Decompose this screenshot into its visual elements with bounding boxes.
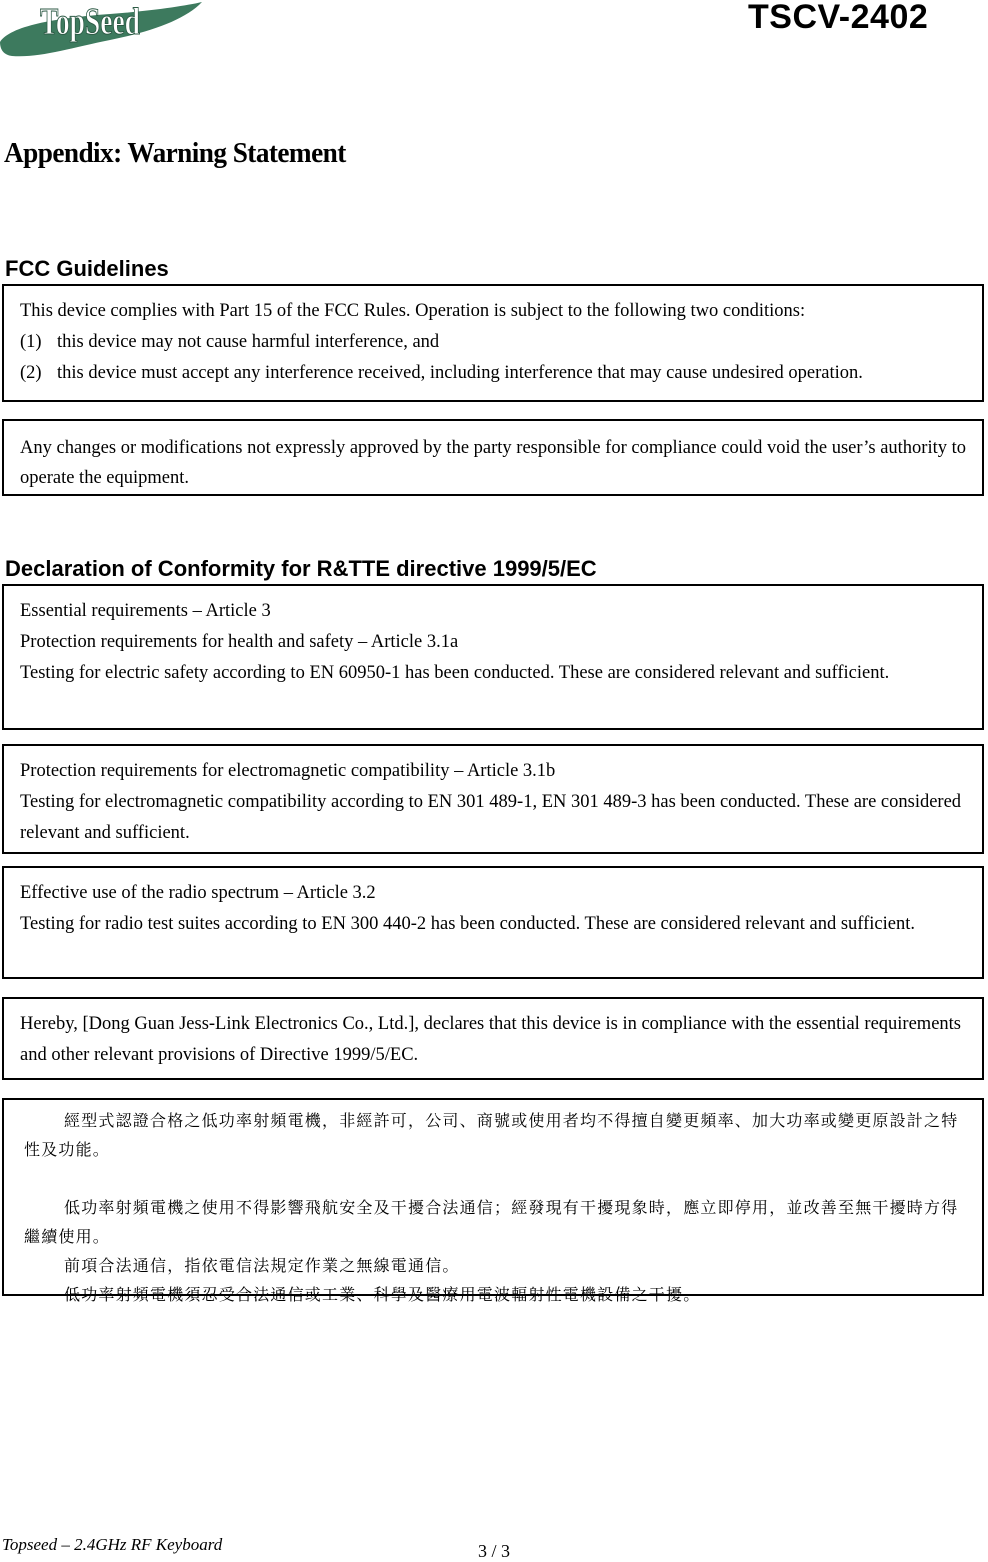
page-title: Appendix: Warning Statement: [4, 137, 346, 169]
fcc-conditions-box: [2, 284, 984, 402]
ncc-para-3: 前項合法通信，指依電信法規定作業之無線電通信。: [64, 1256, 460, 1275]
ncc-para-2: 低功率射頻電機之使用不得影響飛航安全及干擾合法通信；經發現有干擾現象時，應立即停用，並改善至無干擾時方得繼續使用。: [24, 1198, 959, 1246]
footer-product: Topseed – 2.4GHz RF Keyboard: [2, 1535, 223, 1554]
fcc-modifications-box: [2, 419, 984, 496]
condition-number: (2): [20, 363, 42, 383]
logo-graphic: [0, 0, 205, 60]
page-number: 3 / 3: [478, 1541, 511, 1561]
doc-box2-line2: Testing for electromagnetic compatibility according to EN 301 489-1, EN 301 489-3 has been conducted. These are considered relevant and sufficient.: [20, 792, 962, 843]
doc-box1-line3: Testing for electric safety according to EN 60950-1 has been conducted. These are considered relevant and sufficient.: [20, 663, 890, 683]
fcc-heading: FCC Guidelines: [5, 256, 169, 281]
doc-box3-line1: Effective use of the radio spectrum – Article 3.2: [20, 883, 376, 903]
ncc-spacer: [24, 1164, 966, 1193]
doc-article-3-1a-box: [2, 584, 984, 730]
doc-declaration-box: [2, 997, 984, 1080]
ncc-para-4: 低功率射頻電機須忍受合法通信或工業、科學及醫療用電波輻射性電機設備之干擾。: [64, 1285, 701, 1304]
doc-declaration-text: Hereby, [Dong Guan Jess-Link Electronics Co., Ltd.], declares that this device is in compliance with the essential requirements and other relevant provisions of Directive 1999/5/EC.: [20, 1014, 961, 1065]
doc-box3-line2: Testing for radio test suites according to EN 300 440-2 has been conducted. These are considered relevant and sufficient.: [20, 914, 915, 934]
doc-article-3-1b-box: [2, 744, 984, 854]
fcc-intro: This device complies with Part 15 of the FCC Rules. Operation is subject to the following two conditions:: [20, 301, 806, 321]
condition-number: (1): [20, 332, 42, 352]
fcc-modifications-text: Any changes or modifications not expressly approved by the party responsible for compliance could void the user’s authority to operate the equipment.: [20, 438, 967, 488]
ncc-para-1: 經型式認證合格之低功率射頻電機，非經許可，公司、商號或使用者均不得擅自變更頻率、加大功率或變更原設計之特性及功能。: [24, 1111, 959, 1159]
fcc-condition-1: [20, 327, 966, 358]
fcc-condition-2: [20, 358, 966, 389]
topseed-logo: [0, 0, 205, 60]
doc-heading: Declaration of Conformity for R&TTE directive 1999/5/EC: [5, 556, 597, 581]
condition-text: this device may not cause harmful interference, and: [57, 332, 440, 352]
doc-box1-line1: Essential requirements – Article 3: [20, 601, 271, 621]
condition-text: this device must accept any interference received, including interference that may cause undesired operation.: [57, 363, 863, 383]
doc-box1-line2: Protection requirements for health and safety – Article 3.1a: [20, 632, 459, 652]
doc-box2-line1: Protection requirements for electromagnetic compatibility – Article 3.1b: [20, 761, 556, 781]
document-code: TSCV-2402: [748, 0, 929, 36]
logo-text: TopSeed: [40, 1, 140, 43]
doc-article-3-2-box: [2, 866, 984, 979]
ncc-warning-box: [2, 1098, 984, 1304]
